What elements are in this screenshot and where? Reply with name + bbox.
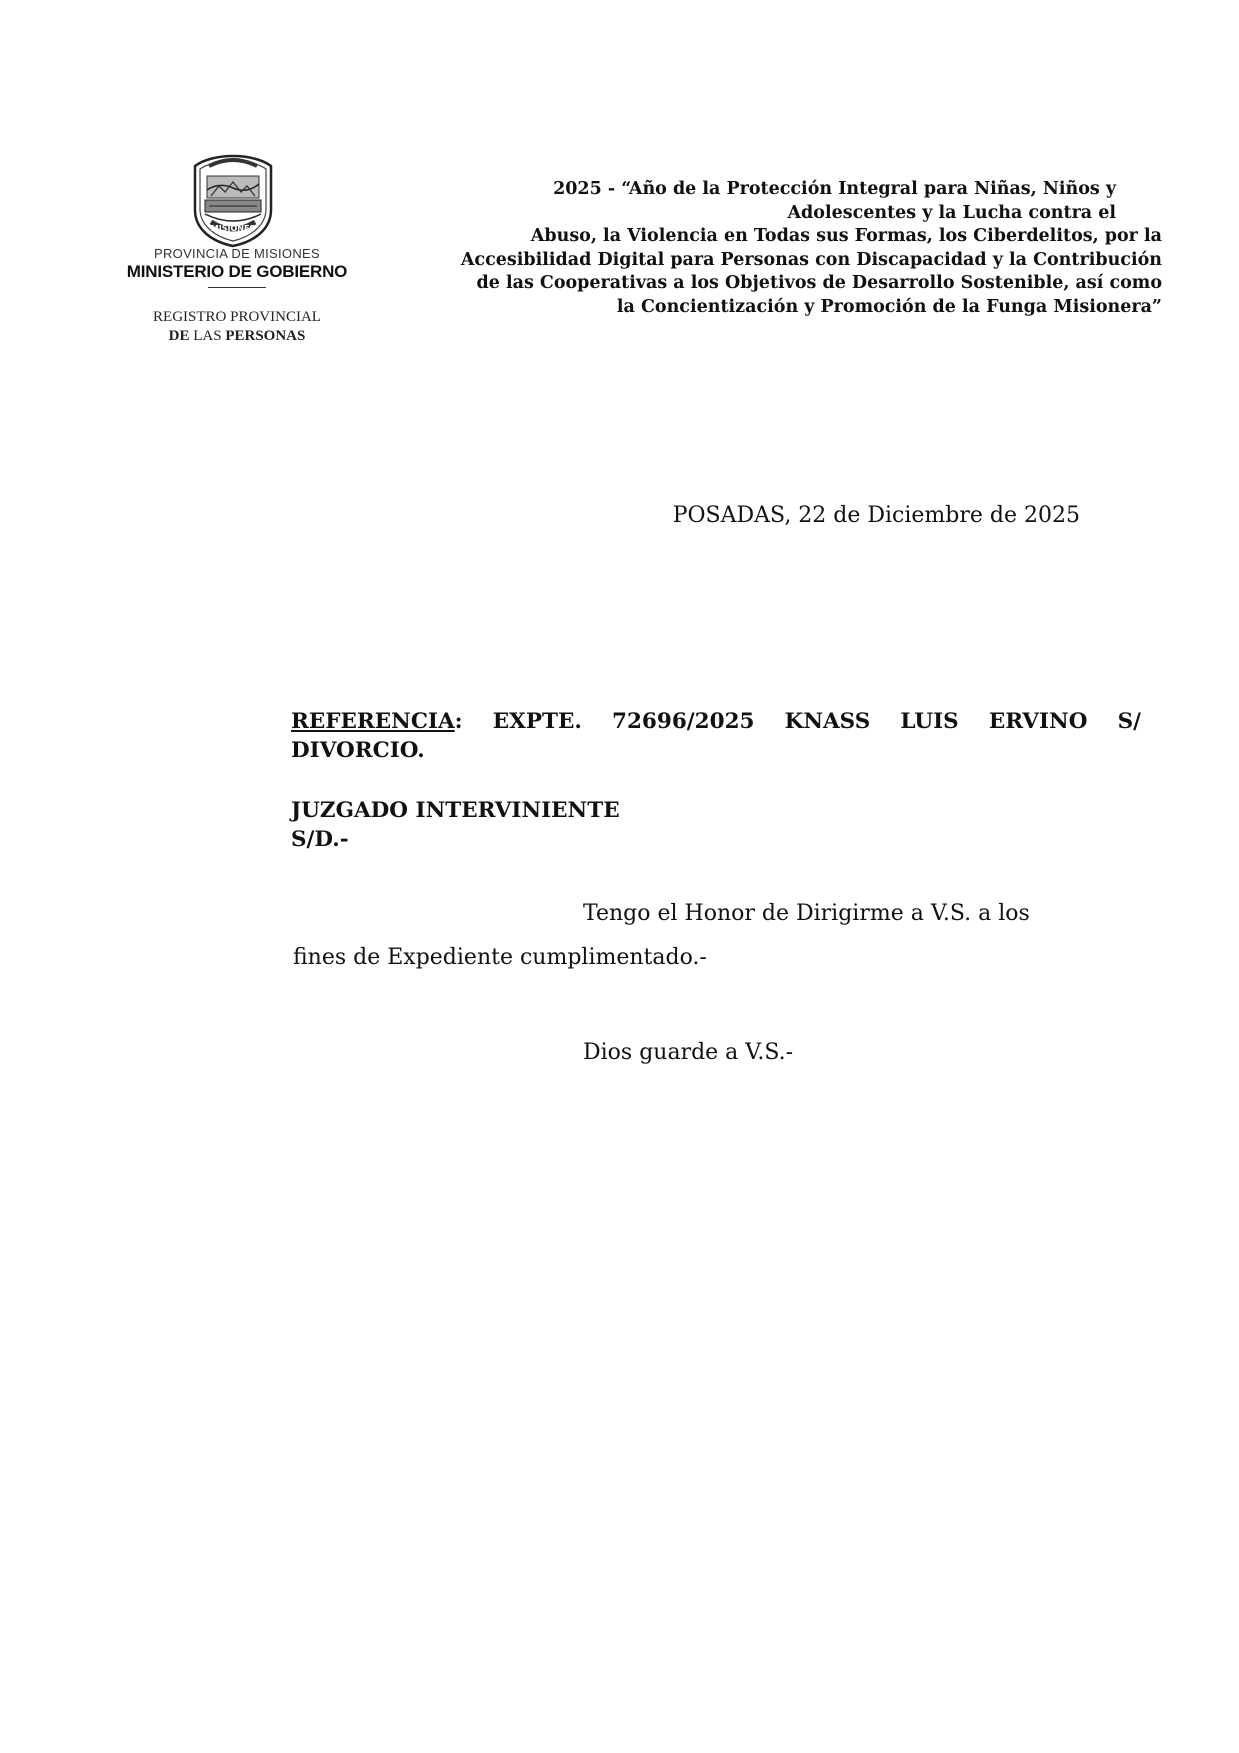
motto-line: Abuso, la Violencia en Todas sus Formas, los Ciberdelitos, por la bbox=[530, 226, 1162, 246]
province-name: PROVINCIA DE MISIONES bbox=[154, 246, 320, 261]
year-motto bbox=[380, 178, 1162, 319]
logo-divider bbox=[208, 287, 266, 288]
body-text-line1: Tengo el Honor de Dirigirme a V.S. a los bbox=[583, 901, 1030, 926]
reference-word: S/ bbox=[1117, 709, 1141, 734]
reference-word: LUIS bbox=[900, 709, 959, 734]
reference-label-group: REFERENCIA: bbox=[291, 709, 463, 734]
motto-line: Accesibilidad Digital para Personas con Discapacidad y la Contribución bbox=[460, 249, 1162, 270]
svg-text:MISIONES: MISIONES bbox=[210, 224, 256, 233]
closing-line: Dios guarde a V.S.- bbox=[583, 1040, 794, 1065]
reference-line2: DIVORCIO. bbox=[291, 738, 425, 763]
letterhead-logo-block bbox=[112, 140, 362, 360]
date-line: POSADAS, 22 de Diciembre de 2025 bbox=[672, 503, 1080, 528]
reference-block bbox=[291, 707, 1141, 765]
reference-word: KNASS bbox=[784, 709, 871, 734]
registry-name-line1: REGISTRO PROVINCIAL bbox=[153, 309, 321, 325]
reference-line1 bbox=[291, 707, 1141, 736]
motto-line: la Concientización y Promoción de la Funga Misionera” bbox=[616, 296, 1162, 317]
body-text-line2: fines de Expediente cumplimentado.- bbox=[293, 945, 707, 970]
motto-line: Adolescentes y la Lucha contra el bbox=[787, 202, 1116, 223]
addressee-line2: S/D.- bbox=[291, 827, 349, 852]
reference-word: EXPTE. bbox=[492, 709, 582, 734]
registry-name-line2: DE LAS PERSONAS bbox=[168, 328, 306, 344]
addressee-line1: JUZGADO INTERVINIENTE bbox=[291, 798, 620, 823]
motto-line: de las Cooperativas a los Objetivos de Desarrollo Sostenible, así como bbox=[476, 273, 1162, 293]
motto-line: 2025 - “Año de la Protección Integral para Niñas, Niños y bbox=[553, 179, 1116, 199]
reference-label: REFERENCIA bbox=[291, 709, 455, 734]
provincial-seal-icon bbox=[189, 152, 277, 248]
addressee-block bbox=[291, 796, 891, 854]
ministry-name: MINISTERIO DE GOBIERNO bbox=[126, 262, 348, 281]
reference-word: ERVINO bbox=[988, 709, 1088, 734]
reference-word: 72696/2025 bbox=[612, 709, 755, 734]
